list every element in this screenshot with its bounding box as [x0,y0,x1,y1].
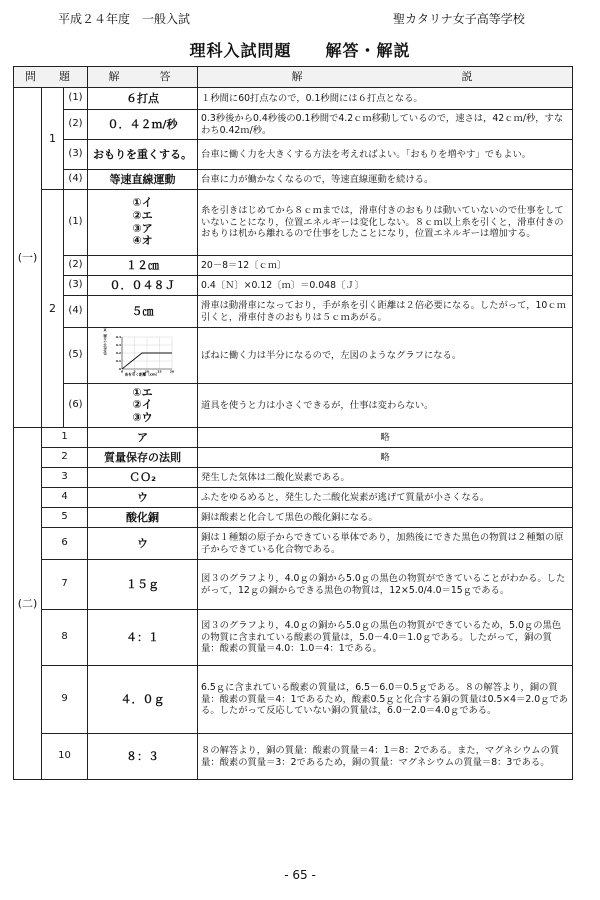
explanation-cell: 滑車は動滑車になっており，手が糸を引く距離は２倍必要になる。したがって，10ｃｍ引くと，滑車付きのおもりは５ｃｍあがる。 [198,296,573,328]
answer-line: ④オ [132,234,153,248]
table-row [14,560,573,610]
answer-cell: ４：１ [88,610,198,666]
explanation-cell: 銅は酸素と化合して黒色の酸化銅になる。 [198,508,573,528]
group-label: 2 [42,190,64,428]
answer-cell [88,190,198,256]
graph-xlabel: 糸を引く距離〔cm〕 [124,372,159,377]
question-number: (4) [64,170,88,190]
explanation-cell: 銅は１種類の原子からできている単体であり，加熱後にできた黒色の物質は２種類の原子からできている化合物である。 [198,528,573,560]
explanation-cell: 0.3秒後から0.4秒後の0.1秒間で4.2ｃｍ移動しているので，速さは，42ｃｍ/秒，すなわち0.42ｍ/秒。 [198,110,573,140]
explanation-cell: ふたをゆるめると，発生した二酸化炭素が逃げて質量が小さくなる。 [198,488,573,508]
question-number: 3 [42,468,88,488]
answer-cell: ０．０４８Ｊ [88,276,198,296]
question-number: 5 [42,508,88,528]
table-row [14,190,573,256]
table-row [14,140,573,170]
question-number: (1) [64,190,88,256]
answer-line: ②エ [132,208,153,222]
question-number: (3) [64,140,88,170]
answer-line: ①エ [132,385,153,399]
graph-ytick-label: 0 [118,366,121,371]
question-number: (3) [64,276,88,296]
answer-table [13,66,573,780]
question-number: 2 [42,448,88,468]
question-number: (2) [64,256,88,276]
answer-cell: ウ [88,528,198,560]
graph-xtick-label: 5 [132,369,136,374]
section-label: (二) [14,428,42,780]
table-row [14,296,573,328]
table-row [14,88,573,110]
question-number: 1 [42,428,88,448]
answer-line: ③ア [132,221,153,235]
answer-cell: ア [88,428,198,448]
answer-cell: ５㎝ [88,296,198,328]
explanation-cell: 図３のグラフより，4.0ｇの銅から5.0ｇの黒色の物質ができているため，5.0ｇの黒色の物質に含まれている酸素の質量は，5.0－4.0＝1.0ｇである。したがって，銅の質量：酸素の質量＝4.0：1.0＝4：1である。 [198,610,573,666]
answer-cell: 等速直線運動 [88,170,198,190]
table-header-row [14,67,573,88]
table-row [14,170,573,190]
page-title: 理科入試問題 解答・解説 [189,41,411,60]
table-row [14,468,573,488]
explanation-cell: 6.5ｇに含まれている酸素の質量は，6.5－6.0＝0.5ｇである。８の解答より，銅の質量：酸素の質量＝4：1であるため，酸素0.5ｇと化合する銅の質量は0.5×4＝2.0ｇである。したがって反応していない銅の質量は，6.0－2.0＝4.0ｇである。 [198,666,573,734]
answer-cell: １５ｇ [88,560,198,610]
explanation-cell: 道具を使うと力は小さくできるが，仕事は変わらない。 [198,384,573,428]
table-row [14,666,573,734]
graph-xtick-label: 20 [169,369,174,374]
question-number: 10 [42,734,88,780]
table-row [14,328,573,384]
answer-cell: ６打点 [88,88,198,110]
explanation-cell: 20－8＝12〔ｃｍ〕 [198,256,573,276]
answer-cell: 質量保存の法則 [88,448,198,468]
table-row [14,448,573,468]
question-number: 6 [42,528,88,560]
explanation-cell: 略 [198,448,573,468]
question-number: 9 [42,666,88,734]
explanation-cell: ばねに働く力は半分になるので，左図のようなグラフになる。 [198,328,573,384]
question-number: 4 [42,488,88,508]
explanation-cell: 台車に力が働かなくなるので，等速直線運動を続ける。 [198,170,573,190]
question-number: 7 [42,560,88,610]
header-question: 問 題 [14,67,88,88]
question-number: 8 [42,610,88,666]
graph-xtick-label: 0 [120,369,123,374]
table-row [14,610,573,666]
graph-ytick-label: 0.1 [115,358,121,363]
header-school-name: 聖カタリナ女子高等学校 [393,12,525,26]
table-row [14,110,573,140]
table-row [14,384,573,428]
section-label: (一) [14,88,42,428]
header-exam-year: 平成２４年度 一般入試 [58,12,191,26]
question-number: (2) [64,110,88,140]
graph-xtick-label: 15 [156,369,162,374]
answer-graph-cell [88,325,198,384]
question-number: (4) [64,296,88,328]
answer-cell: ８：３ [88,734,198,780]
group-label: 1 [42,88,64,190]
answer-line: ①イ [132,196,153,210]
explanation-cell: 図３のグラフより，4.0ｇの銅から5.0ｇの黒色の物質ができていることがわかる。したがって，12ｇの銅からできる黒色の物質は，12×5.0/4.0＝15ｇである。 [198,560,573,610]
answer-line: ②イ [132,398,153,412]
table-row [14,276,573,296]
table-row [14,488,573,508]
question-number: (6) [64,384,88,428]
explanation-cell: １秒間に60打点なので，0.1秒間には６打点となる。 [198,88,573,110]
answer-cell: ４．０ｇ [88,666,198,734]
page-number: - 65 - [284,868,316,882]
explanation-cell: 0.4〔Ｎ〕×0.12〔ｍ〕＝0.048〔Ｊ〕 [198,276,573,296]
explanation-cell: 発生した気体は二酸化炭素である。 [198,468,573,488]
answer-cell: ウ [88,488,198,508]
question-number: (1) [64,88,88,110]
table-row [14,734,573,780]
table-row [14,508,573,528]
answer-line: ③ウ [132,410,153,424]
graph-ytick-label: 0.2 [115,350,121,355]
question-number: (5) [64,328,88,384]
answer-cell: 酸化銅 [88,508,198,528]
table-row [14,528,573,560]
explanation-cell: 糸を引きはじめてから８ｃｍまでは，滑車付きのおもりは動いていないので仕事をしていないことになり，位置エネルギーは変化しない。８ｃｍ以上糸を引くと，滑車付きのおもりは机から離れるので仕事をしたことになり，位置エネルギーは増加する。 [198,190,573,256]
answer-cell: ＣＯ₂ [88,468,198,488]
header-explanation: 解 説 [198,67,573,88]
table-row [14,428,573,448]
answer-cell: １２㎝ [88,256,198,276]
graph-ytick-label: 0.4 [115,334,121,339]
graph-ylabel: ばねばかりの値〔N〕 [102,325,107,355]
answer-cell [88,384,198,428]
explanation-cell: ８の解答より，銅の質量：酸素の質量＝4：1＝8：2である。また，マグネシウムの質量：酸素の質量＝3：2であるため，銅の質量：マグネシウムの質量＝8：3である。 [198,734,573,780]
header-answer: 解 答 [88,67,198,88]
explanation-cell: 略 [198,428,573,448]
explanation-cell: 台車に働く力を大きくする方法を考えればよい。「おもりを増やす」でもよい。 [198,140,573,170]
answer-cell: おもりを重くする。 [88,140,198,170]
graph-ytick-label: 0.3 [115,342,121,347]
graph-xtick-label: 10 [144,369,149,374]
answer-cell: ０．４２ｍ/秒 [88,110,198,140]
table-row [14,256,573,276]
spring-graph [102,325,178,377]
